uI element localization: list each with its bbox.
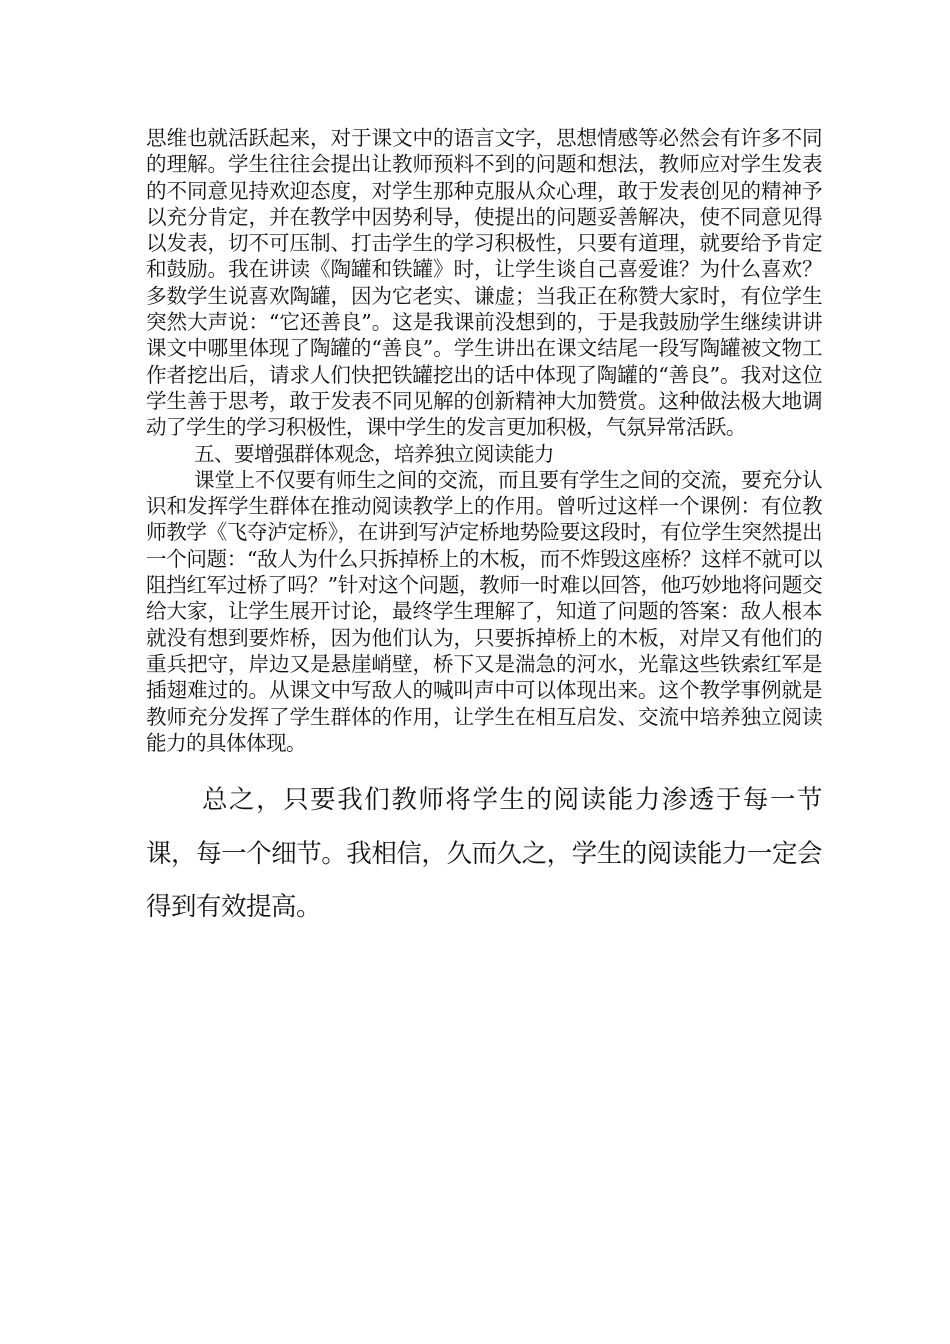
- body-text: [146, 125, 822, 756]
- paragraph-section-five: 课堂上不仅要有师生之间的交流，而且要有学生之间的交流，要充分认识和发挥学生群体在推动阅读教学上的作用。曾听过这样一个课例：有位教师教学《飞夺泸定桥》，在讲到写泸定桥地势险要这段时，有位学生突然提出一个问题：“敌人为什么只拆掉桥上的木板，而不炸毁这座桥？这样不就可以阻挡红军过桥了吗？”针对这个问题，教师一时难以回答，他巧妙地将问题交给大家，让学生展开讨论，最终学生理解了，知道了问题的答案：敌人根本就没有想到要炸桥，因为他们认为，只要拆掉桥上的木板，对岸又有他们的重兵把守，岸边又是悬崖峭壁，桥下又是湍急的河水，光靠这些铁索红军是插翅难过的。从课文中写敌人的喊叫声中可以体现出来。这个教学事例就是教师充分发挥了学生群体的作用，让学生在相互启发、交流中培养独立阅读能力的具体体现。: [146, 467, 822, 755]
- conclusion-text: [146, 774, 822, 935]
- paragraph-conclusion: 总之，只要我们教师将学生的阅读能力渗透于每一节课，每一个细节。我相信，久而久之，学生的阅读能力一定会得到有效提高。: [146, 785, 822, 922]
- section-heading: 五、要增强群体观念，培养独立阅读能力: [194, 441, 554, 466]
- paragraph-continuation: 思维也就活跃起来，对于课文中的语言文字，思想情感等必然会有许多不同的理解。学生往往会提出让教师预料不到的问题和想法，教师应对学生发表的不同意见持欢迎态度，对学生那种克服从众心理，敢于发表创见的精神予以充分肯定，并在教学中因势利导，使提出的问题妥善解决，使不同意见得以发表，切不可压制、打击学生的学习积极性，只要有道理，就要给予肯定和鼓励。我在讲读《陶罐和铁罐》时，让学生谈自己喜爱谁？为什么喜欢？多数学生说喜欢陶罐，因为它老实、谦虚；当我正在称赞大家时，有位学生突然大声说：“它还善良”。这是我课前没想到的，于是我鼓励学生继续讲讲课文中哪里体现了陶罐的“善良”。学生讲出在课文结尾一段写陶罐被文物工作者挖出后，请求人们快把铁罐挖出的话中体现了陶罐的“善良”。我对这位学生善于思考，敢于发表不同见解的创新精神大加赞赏。这种做法极大地调动了学生的学习积极性，课中学生的发言更加积极，气氛异常活跃。: [146, 126, 822, 440]
